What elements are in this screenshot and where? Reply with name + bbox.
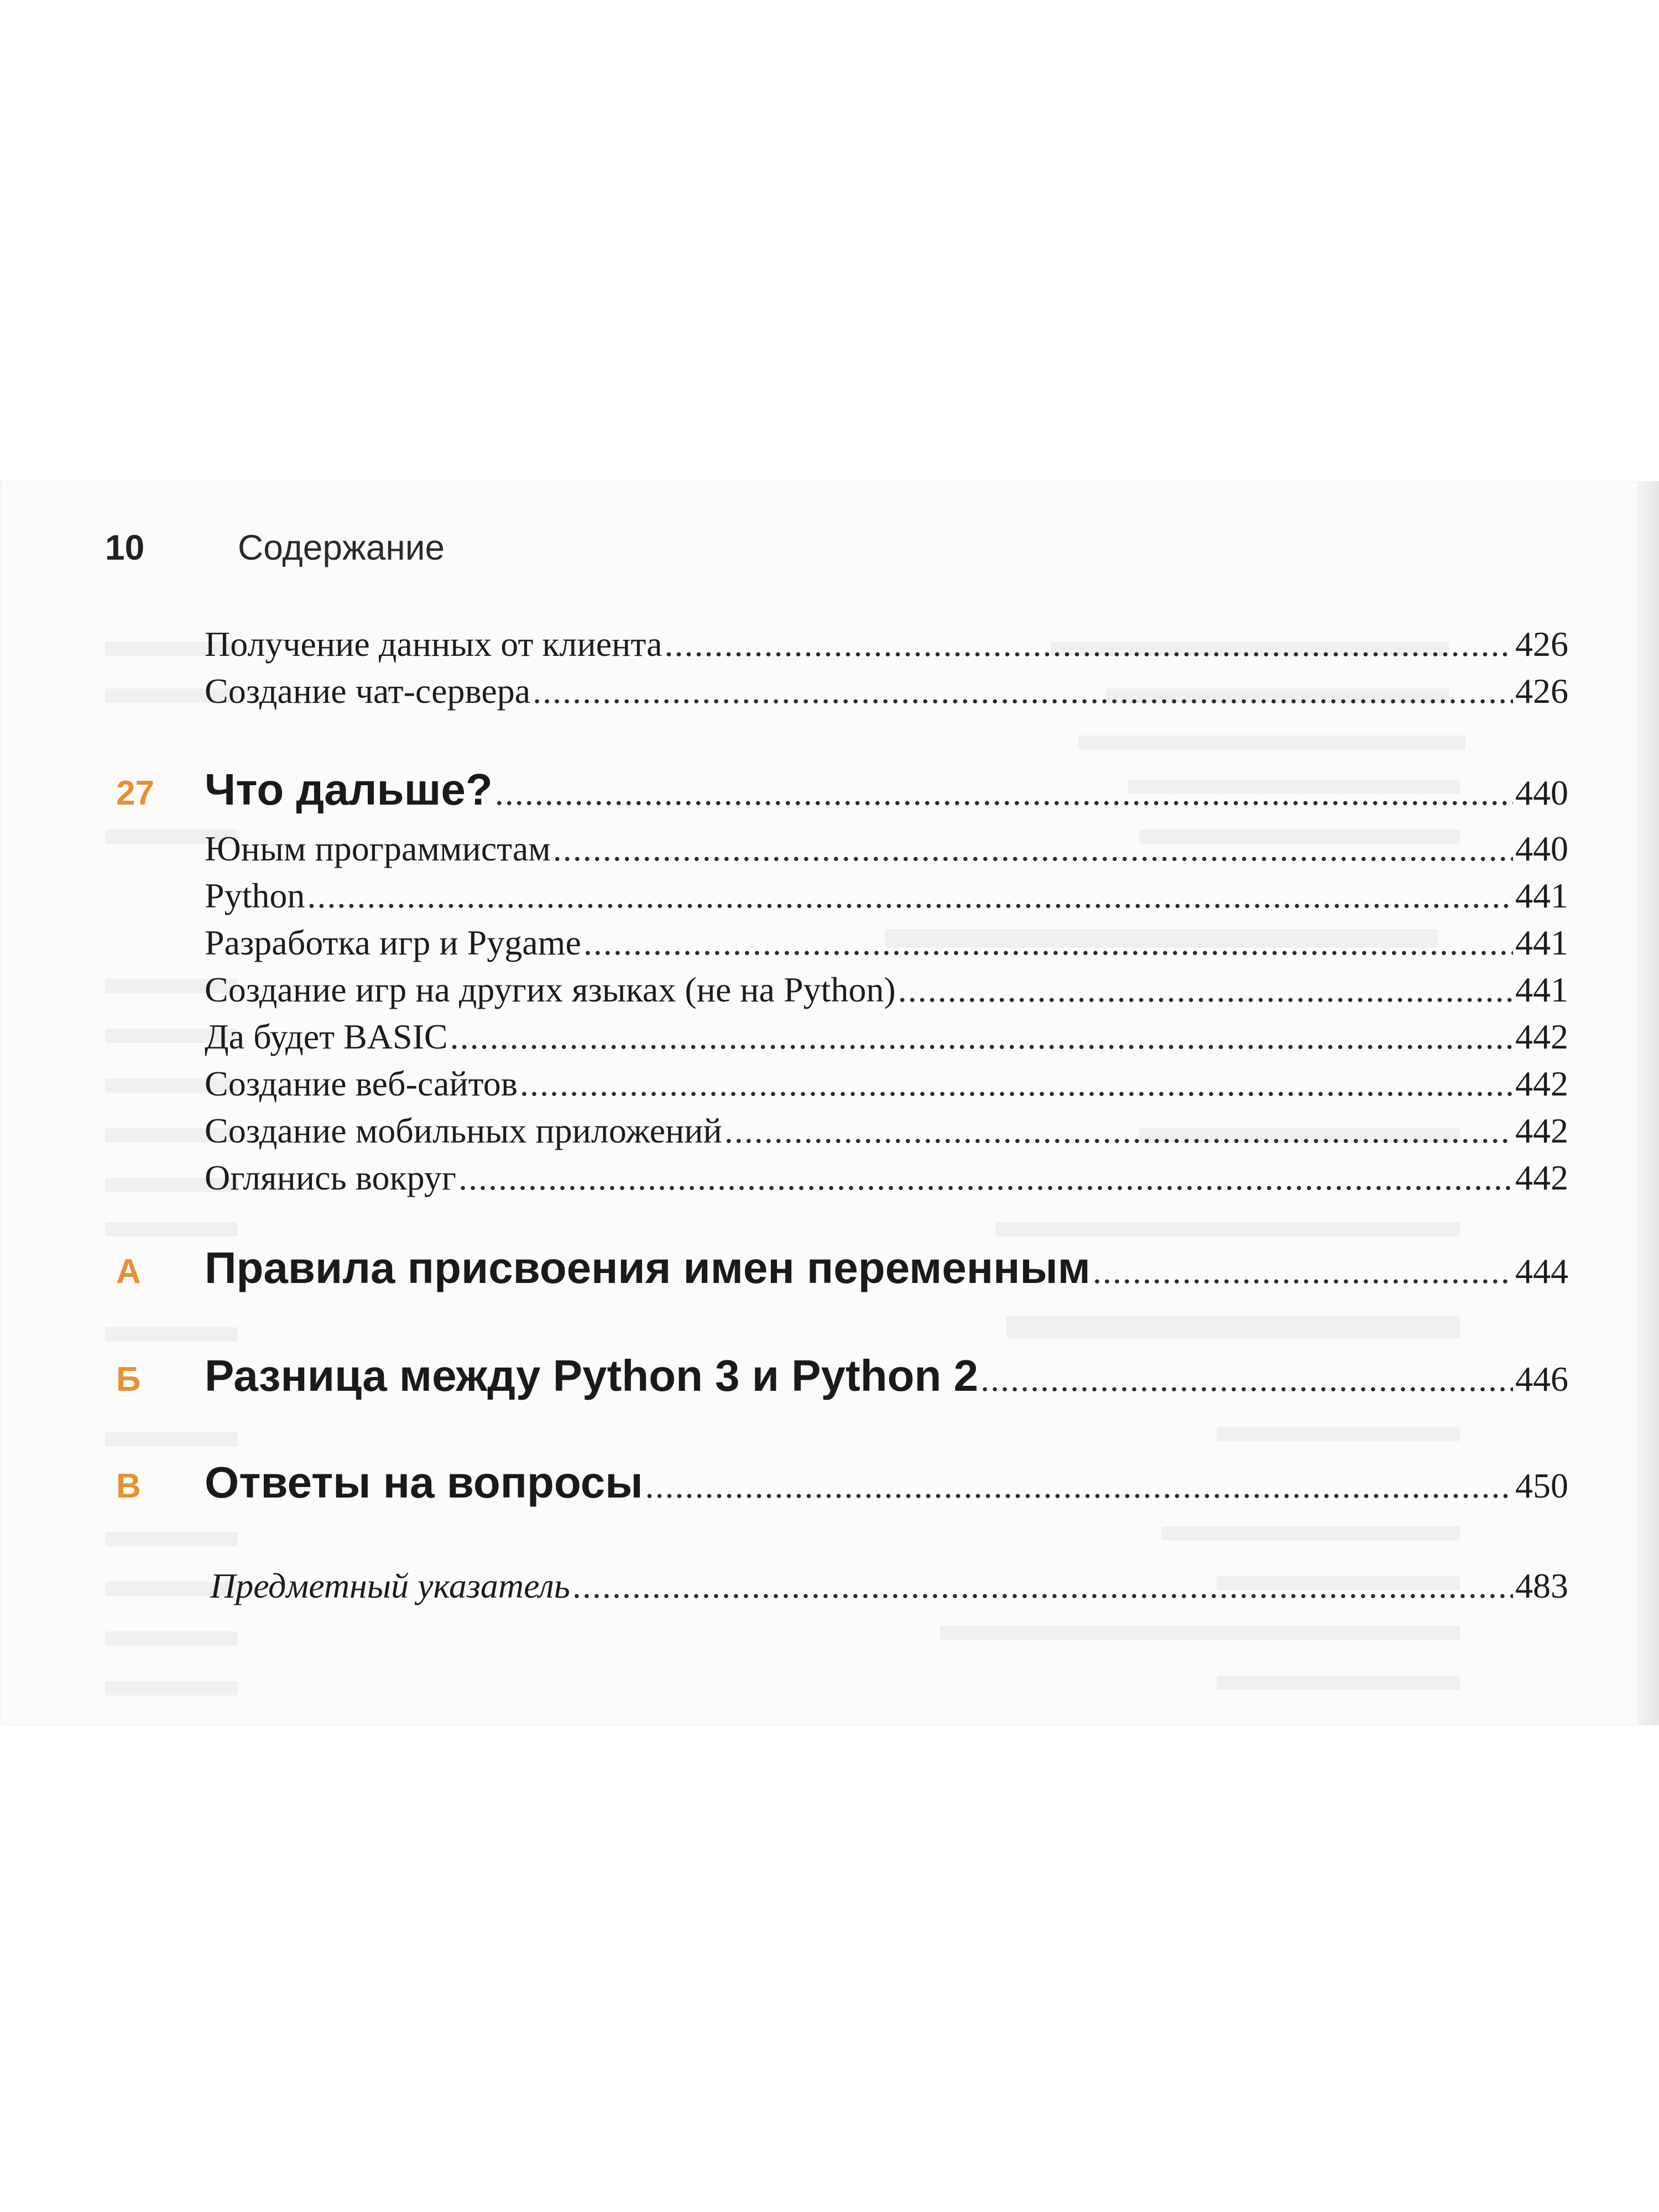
header-title: Содержание xyxy=(238,528,445,567)
toc-entry-label: Создание веб-сайтов xyxy=(205,1064,518,1103)
toc-entry[interactable] xyxy=(205,1062,1568,1106)
appendix-title: Ответы на вопросы xyxy=(205,1458,643,1507)
toc-entry-label: Оглянись вокруг xyxy=(205,1158,456,1197)
toc-entry-label: Python xyxy=(205,876,305,915)
leader-dots xyxy=(980,1353,1513,1406)
leader-dots xyxy=(520,1062,1513,1106)
leader-dots xyxy=(553,827,1513,871)
leader-dots xyxy=(495,766,1513,820)
leader-dots xyxy=(898,968,1513,1012)
leader-dots xyxy=(645,1459,1513,1512)
chapter-title: Что дальше? xyxy=(205,765,493,814)
toc-entry-label: Юным программистам xyxy=(205,829,551,868)
appendix-title: Правила присвоения имен переменным xyxy=(205,1243,1091,1292)
chapter-page: 440 xyxy=(1515,773,1568,812)
toc-entry-page: 442 xyxy=(1515,1158,1568,1197)
leader-dots xyxy=(583,921,1513,965)
toc-appendix-a[interactable] xyxy=(116,1241,1568,1298)
toc-entry[interactable] xyxy=(205,1109,1568,1153)
toc-index-entry[interactable] xyxy=(210,1564,1568,1608)
toc-entry-page: 441 xyxy=(1515,970,1568,1009)
toc-entry[interactable] xyxy=(205,622,1568,666)
toc-entry[interactable] xyxy=(205,921,1568,965)
leader-dots xyxy=(450,1015,1513,1059)
appendix-page: 450 xyxy=(1515,1466,1568,1505)
toc-entry[interactable] xyxy=(205,874,1568,918)
leader-dots xyxy=(572,1564,1513,1608)
toc-appendix-b[interactable] xyxy=(116,1349,1568,1406)
toc-entry-page: 426 xyxy=(1515,671,1568,711)
toc-entry-label: Создание игр на других языках (не на Python) xyxy=(205,970,896,1009)
toc-entry[interactable] xyxy=(205,1015,1568,1059)
leader-dots xyxy=(307,874,1513,918)
toc-entry[interactable] xyxy=(205,968,1568,1012)
leader-dots xyxy=(533,669,1513,713)
toc-entry-label: Создание чат-сервера xyxy=(205,671,531,711)
chapter-number: 27 xyxy=(116,774,154,812)
toc-entry-page: 442 xyxy=(1515,1111,1568,1150)
toc-entry[interactable] xyxy=(205,669,1568,713)
toc-entry-page: 442 xyxy=(1515,1017,1568,1056)
appendix-title: Разница между Python 3 и Python 2 xyxy=(205,1351,978,1400)
toc-entry-page: 441 xyxy=(1515,923,1568,962)
index-page: 483 xyxy=(1515,1566,1568,1605)
appendix-page: 444 xyxy=(1515,1251,1568,1291)
toc-appendix-v[interactable] xyxy=(116,1456,1568,1513)
toc-entry-label: Да будет BASIC xyxy=(205,1017,448,1056)
toc-entry[interactable] xyxy=(205,827,1568,871)
toc-chapter-27[interactable] xyxy=(116,763,1568,820)
leader-dots xyxy=(724,1109,1513,1153)
appendix-page: 446 xyxy=(1515,1359,1568,1399)
appendix-letter: Б xyxy=(116,1360,141,1399)
toc-entry-label: Получение данных от клиента xyxy=(205,624,662,664)
header-page-number: 10 xyxy=(105,528,145,567)
index-label: Предметный указатель xyxy=(210,1566,570,1605)
appendix-letter: А xyxy=(116,1253,141,1291)
leader-dots xyxy=(665,622,1514,666)
toc-entry-page: 426 xyxy=(1515,624,1568,664)
toc-entry-label: Разработка игр и Pygame xyxy=(205,923,581,962)
appendix-letter: В xyxy=(116,1467,141,1505)
toc-entry-page: 440 xyxy=(1515,829,1568,868)
toc-entry-page: 441 xyxy=(1515,876,1568,915)
leader-dots xyxy=(458,1156,1513,1200)
leader-dots xyxy=(1093,1245,1513,1298)
toc-entry-page: 442 xyxy=(1515,1064,1568,1103)
toc-entry[interactable] xyxy=(205,1156,1568,1200)
running-header xyxy=(105,525,445,570)
toc-entry-label: Создание мобильных приложений xyxy=(205,1111,722,1150)
